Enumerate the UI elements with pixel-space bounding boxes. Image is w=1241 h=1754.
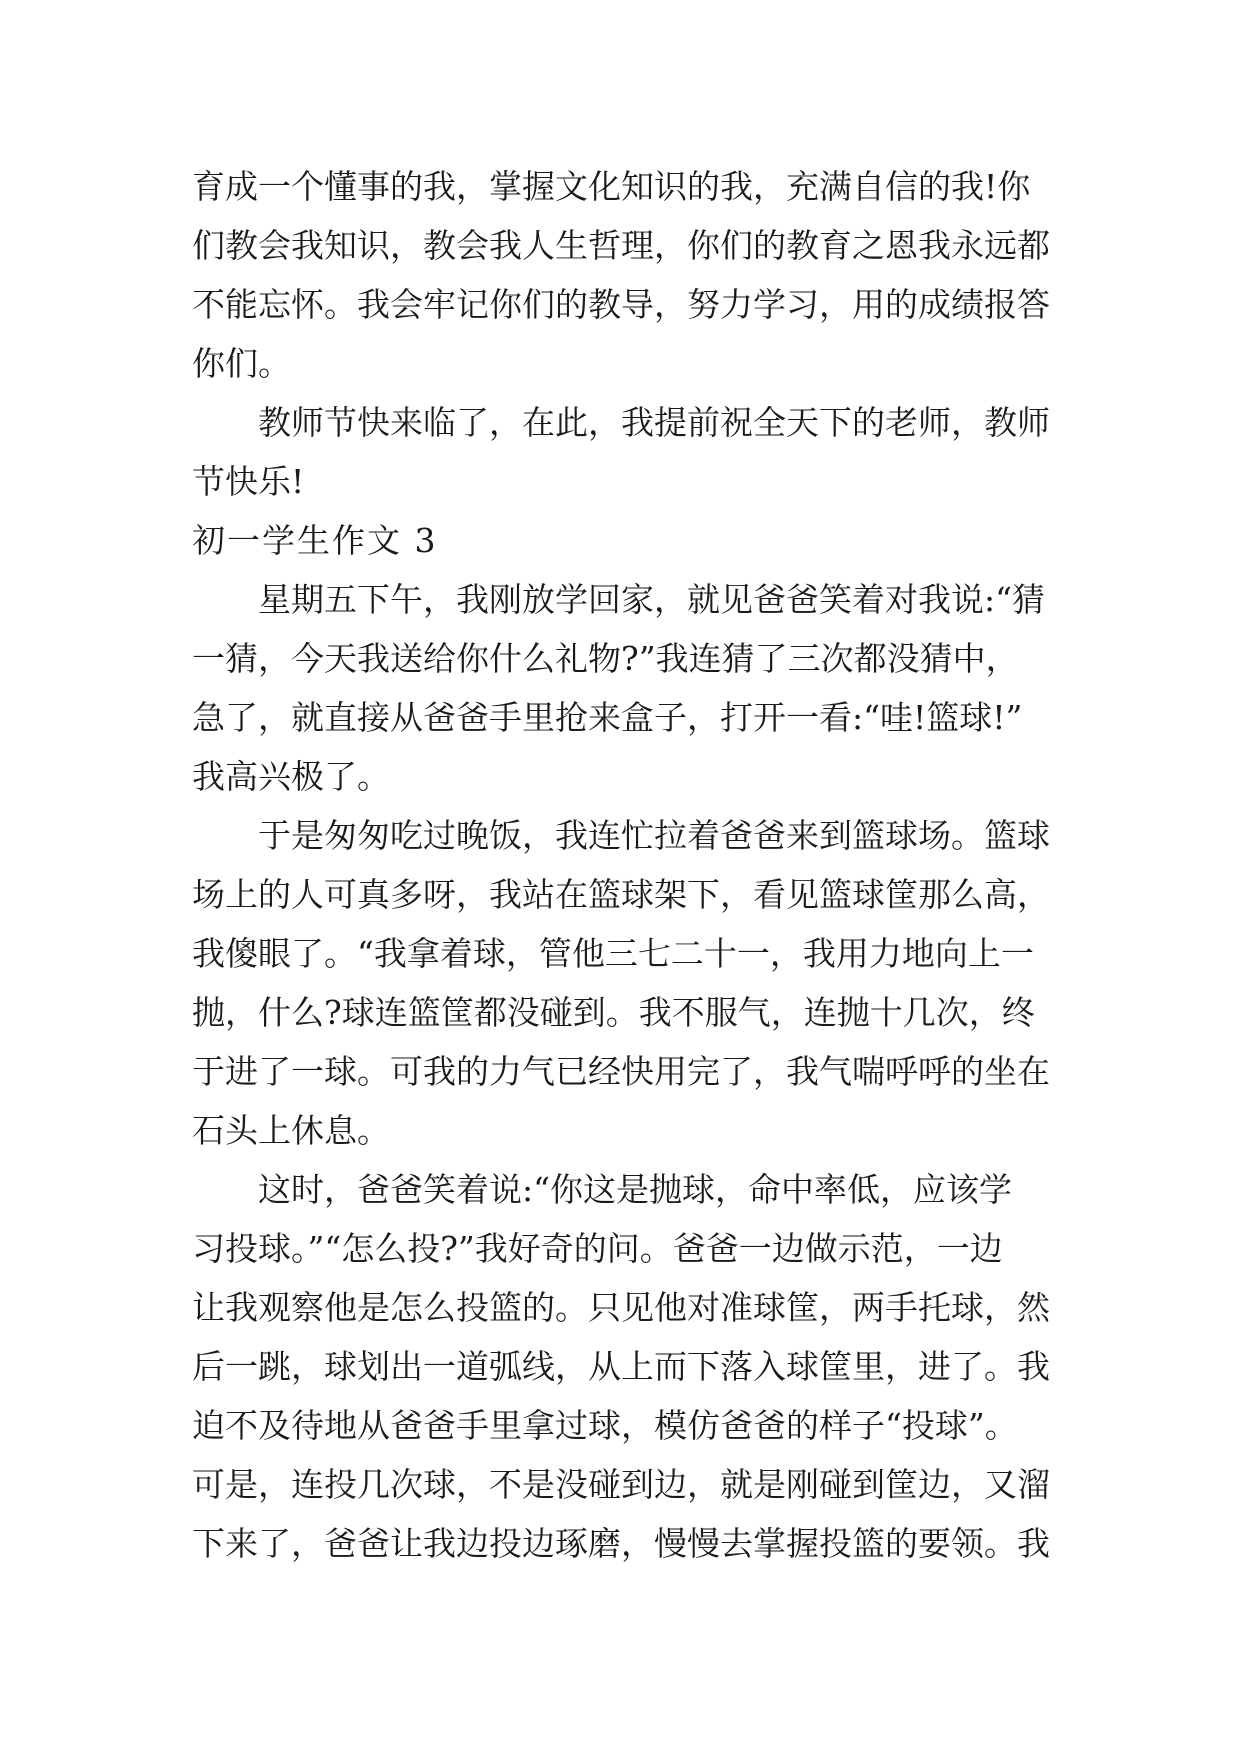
paragraph-line: 你们。 xyxy=(192,344,291,383)
paragraph-line: 可是，连投几次球，不是没碰到边，就是刚碰到筐边，又溜 xyxy=(192,1465,1050,1504)
paragraph-line: 后一跳，球划出一道弧线，从上而下落入球筐里，进了。我 xyxy=(192,1347,1050,1386)
paragraph-line: 于是匆匆吃过晚饭，我连忙拉着爸爸来到篮球场。篮球 xyxy=(258,816,1050,855)
paragraph-line: 这时，爸爸笑着说:“你这是抛球，命中率低，应该学 xyxy=(258,1170,1012,1209)
paragraph-line: 育成一个懂事的我，掌握文化知识的我，充满自信的我!你 xyxy=(192,167,1031,206)
paragraph-line: 下来了，爸爸让我边投边琢磨，慢慢去掌握投篮的要领。我 xyxy=(192,1524,1050,1563)
paragraph-line: 抛，什么?球连篮筐都没碰到。我不服气，连抛十几次，终 xyxy=(192,993,1035,1032)
paragraph-line: 急了，就直接从爸爸手里抢来盒子，打开一看:“哇!篮球!” xyxy=(192,698,1023,737)
paragraph-line: 我高兴极了。 xyxy=(192,757,390,796)
paragraph-line: 不能忘怀。我会牢记你们的教导，努力学习，用的成绩报答 xyxy=(192,285,1050,324)
paragraph-line: 星期五下午，我刚放学回家，就见爸爸笑着对我说:“猜 xyxy=(258,580,1045,619)
paragraph-line: 我傻眼了。“我拿着球，管他三七二十一，我用力地向上一 xyxy=(192,934,1034,973)
paragraph-line: 场上的人可真多呀，我站在篮球架下，看见篮球筐那么高， xyxy=(192,875,1050,914)
paragraph-line: 习投球。”“怎么投?”我好奇的问。爸爸一边做示范，一边 xyxy=(192,1229,1003,1268)
essay-text xyxy=(192,157,1062,1573)
section-heading: 初一学生作文 3 xyxy=(192,521,438,560)
paragraph-line: 石头上休息。 xyxy=(192,1111,390,1150)
paragraph-line: 让我观察他是怎么投篮的。只见他对准球筐，两手托球，然 xyxy=(192,1288,1050,1327)
paragraph-line: 于进了一球。可我的力气已经快用完了，我气喘呼呼的坐在 xyxy=(192,1052,1050,1091)
paragraph-line: 节快乐! xyxy=(192,462,305,501)
paragraph-line: 一猜，今天我送给你什么礼物?”我连猜了三次都没猜中， xyxy=(192,639,1019,678)
paragraph-line: 迫不及待地从爸爸手里拿过球，模仿爸爸的样子“投球”。 xyxy=(192,1406,1018,1445)
paragraph-line: 们教会我知识，教会我人生哲理，你们的教育之恩我永远都 xyxy=(192,226,1050,265)
paragraph-line: 教师节快来临了，在此，我提前祝全天下的老师，教师 xyxy=(258,403,1050,442)
